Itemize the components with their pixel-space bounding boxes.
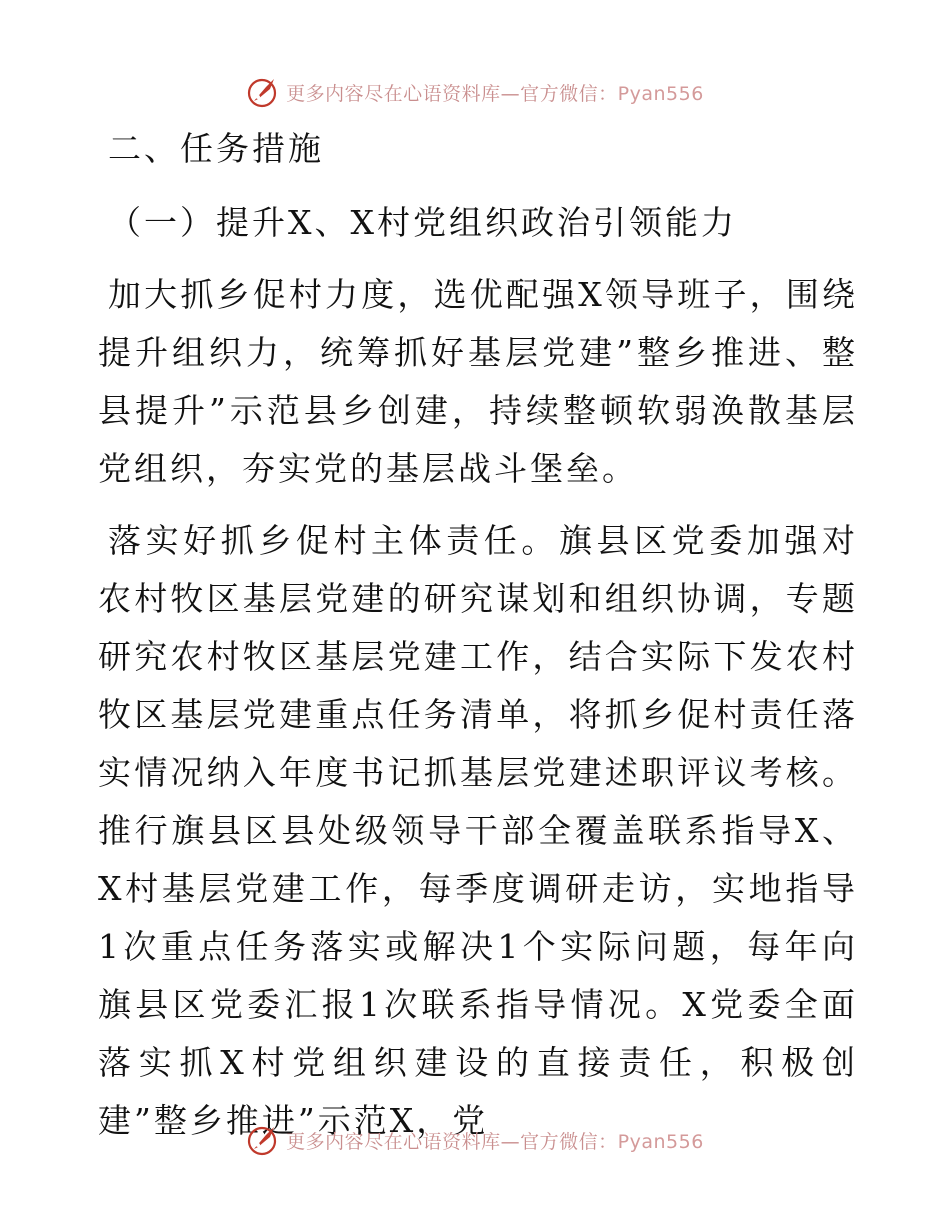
watermark-wechat-id: Pyan556 [617,1130,704,1153]
footer-watermark [0,1120,950,1160]
paragraph-2: 落实好抓乡促村主体责任。旗县区党委加强对农村牧区基层党建的研究谋划和组织协调，专题研究农村牧区基层党建工作，结合实际下发农村牧区基层党建重点任务清单，将抓乡促村责任落实情况纳入年度书记抓基层党建述职评议考核。推行旗县区县处级领导干部全覆盖联系指导X、X村基层党建工作，每季度调研走访，实地指导1次重点任务落实或解决1个实际问题，每年向旗县区党委汇报1次联系指导情况。X党委全面落实抓X村党组织建设的直接责任，积极创建”整乡推进”示范X，党 [98,521,858,1140]
quill-logo-icon [246,75,280,109]
watermark-label: 更多内容尽在心语资料库—官方微信：Pyan556 [286,82,704,105]
document-body [98,118,858,1150]
quill-logo-icon [246,1123,280,1157]
subsection-heading: （一）提升X、X村党组织政治引领能力 [108,203,737,242]
watermark-wechat-id: Pyan556 [617,82,704,105]
header-watermark [0,72,950,112]
watermark-label: 更多内容尽在心语资料库—官方微信：Pyan556 [286,1130,704,1153]
section-heading: 二、任务措施 [108,129,324,168]
paragraph-1: 加大抓乡促村力度，选优配强X领导班子，围绕提升组织力，统筹抓好基层党建”整乡推进、整县提升”示范县乡创建，持续整顿软弱涣散基层党组织，夯实党的基层战斗堡垒。 [98,275,858,488]
